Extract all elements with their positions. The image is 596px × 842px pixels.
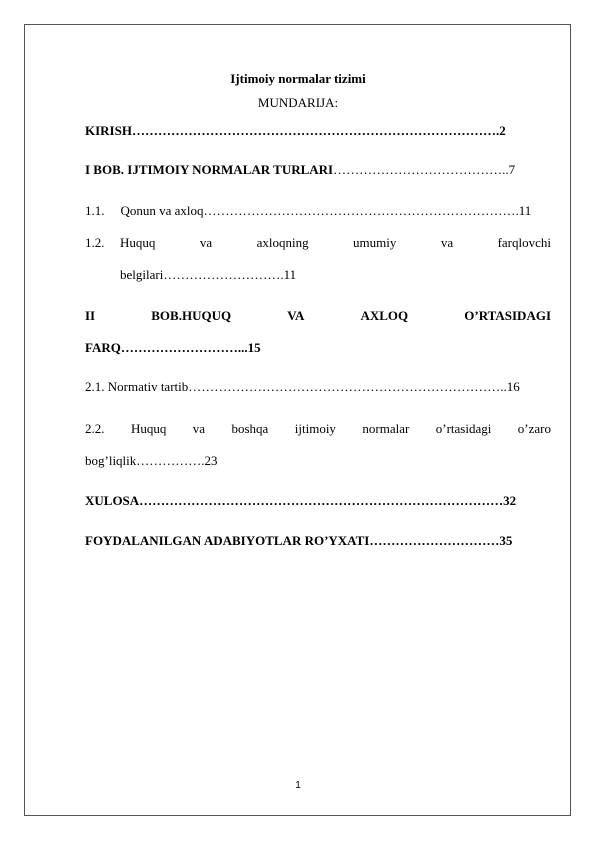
toc-entry-chapter-2-line1[interactable] — [85, 308, 551, 324]
toc-heading: MUNDARIJA: — [257, 95, 339, 110]
word: Huquq — [130, 421, 167, 436]
toc-entry-xulosa[interactable]: XULOSA…………………………………………………………………………32 — [85, 493, 517, 508]
word: boshqa — [231, 421, 269, 436]
word: va — [192, 421, 206, 436]
word: II — [85, 308, 96, 323]
word: axloqning — [256, 235, 309, 250]
toc-item-number-1-2: 1.2. — [85, 235, 105, 250]
word: O’RTASIDAGI — [464, 308, 551, 323]
page-number: 1 — [295, 780, 301, 791]
word: VA — [287, 308, 305, 323]
word: ijtimoiy — [294, 421, 336, 436]
toc-entry-2-2-line2[interactable]: bog’liqlik…………….23 — [85, 453, 218, 468]
word: o’rtasidagi — [435, 421, 492, 436]
toc-entry-references[interactable]: FOYDALANILGAN ADABIYOTLAR RO’YXATI…………………………35 — [85, 533, 513, 548]
word: va — [199, 235, 213, 250]
toc-entry-1-2-line1[interactable] — [120, 235, 551, 251]
word: va — [440, 235, 454, 250]
word: o’zaro — [517, 421, 551, 436]
toc-entry-chapter-1[interactable] — [85, 162, 515, 178]
toc-entry-chapter-2-line2[interactable]: FARQ………………………...15 — [85, 340, 261, 355]
toc-chapter-1-title: I BOB. IJTIMOIY NORMALAR TURLARI — [85, 162, 334, 177]
page-border — [24, 24, 571, 816]
document-title: Ijtimoiy normalar tizimi — [230, 71, 366, 86]
toc-entry-1-1[interactable] — [85, 203, 531, 219]
word: Huquq — [120, 235, 156, 250]
toc-entry-1-2-line2[interactable]: belgilari……………………….11 — [120, 267, 297, 282]
word: AXLOQ — [360, 308, 409, 323]
toc-entry-2-1[interactable]: 2.1. Normativ tartib………………………………………………………………..16 — [85, 379, 520, 394]
word: umumiy — [353, 235, 397, 250]
word: 2.2. — [85, 421, 105, 436]
word: BOB.HUQUQ — [151, 308, 232, 323]
word: normalar — [362, 421, 410, 436]
toc-chapter-1-page: …………………………………..7 — [333, 162, 516, 177]
toc-item-number: 1.1. — [85, 203, 105, 218]
toc-entry-2-2-line1[interactable] — [85, 421, 551, 437]
toc-entry-kirish[interactable]: KIRISH………………………………………………………………………….2 — [85, 123, 506, 138]
toc-item-text: Qonun va axloq……………………………………………………………….11 — [120, 203, 532, 218]
word: farqlovchi — [497, 235, 551, 250]
